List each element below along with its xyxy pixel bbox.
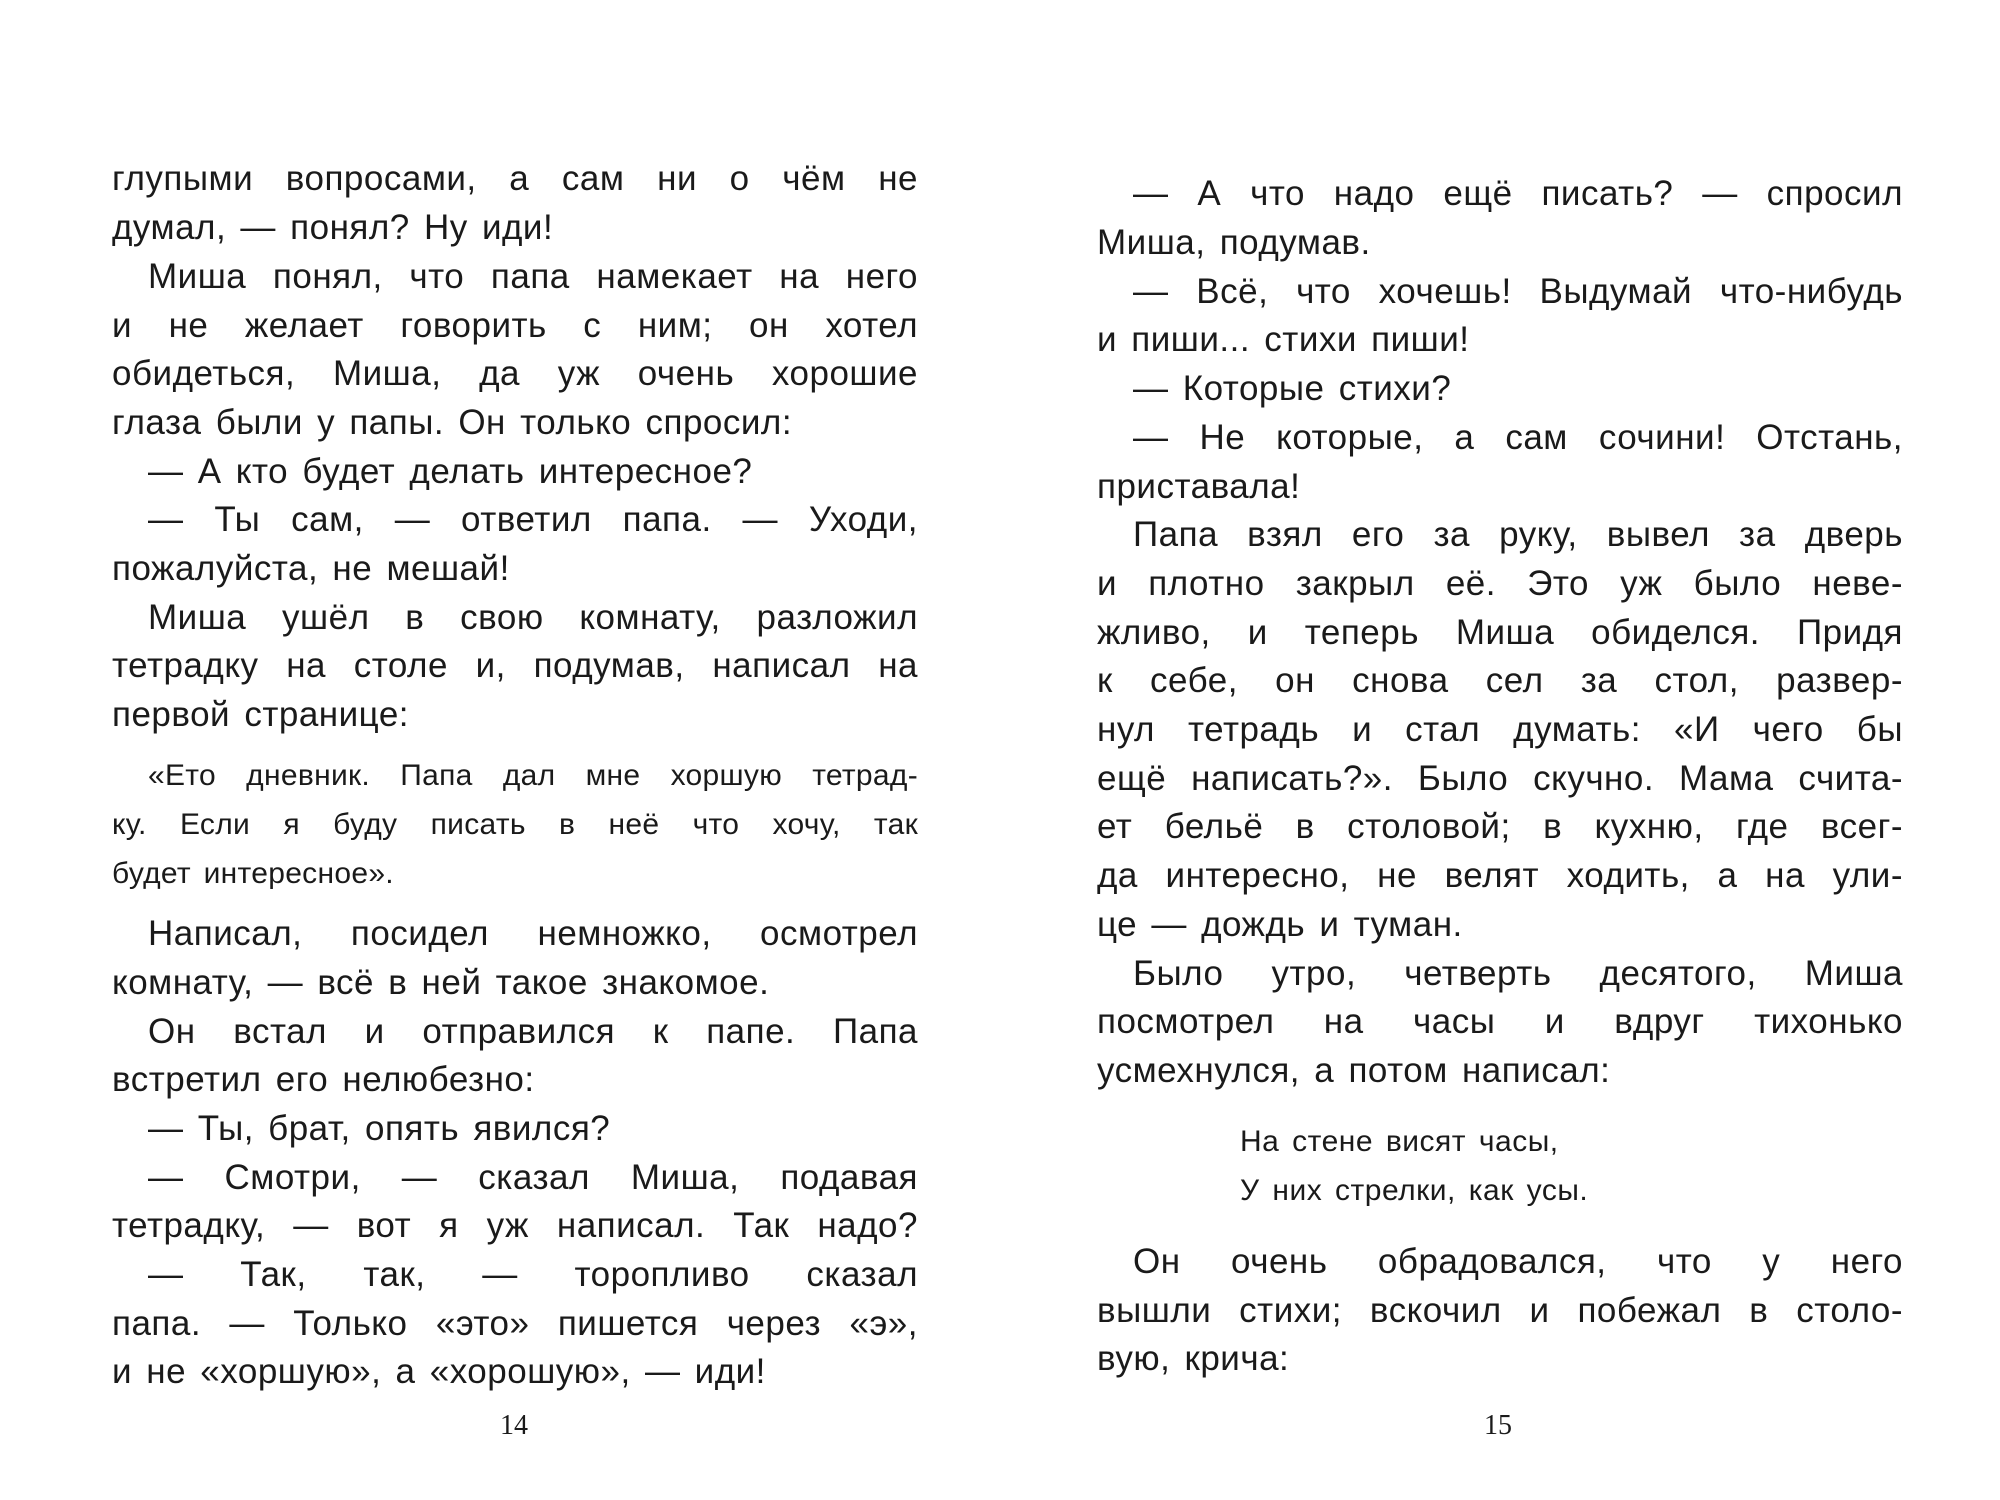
diary-entry-line: ку. Если я буду писать в неё что хочу, так [112,808,918,841]
text-line: папа. — Только «это» пишется через «э», [112,1304,918,1343]
text-line: тетрадку на столе и, подумав, написал на [112,646,918,685]
text-line: первой странице: [112,695,410,734]
page-number-left: 14 [500,1410,528,1441]
text-line: Миша, подумав. [1097,223,1371,262]
text-line: комнату, — всё в ней такое знакомое. [112,963,770,1002]
text-line: глаза были у папы. Он только спросил: [112,403,793,442]
text-line: — А что надо ещё писать? — спросил [1133,174,1903,213]
text-line: Папа взял его за руку, вывел за дверь [1133,515,1903,554]
poem-line: У них стрелки, как усы. [1240,1174,1589,1207]
text-line: Миша ушёл в свою комнату, разложил [148,598,918,637]
page-number-right: 15 [1484,1410,1512,1441]
text-line: Он встал и отправился к папе. Папа [148,1012,918,1051]
text-line: тетрадку, — вот я уж написал. Так надо? [112,1206,918,1245]
diary-entry-line: будет интересное». [112,857,394,890]
text-line: — Которые стихи? [1133,369,1452,408]
left-page [112,0,918,1500]
text-line: думал, — понял? Ну иди! [112,208,554,247]
text-line: и не «хоршую», а «хорошую», — иди! [112,1352,766,1391]
text-line: обидеться, Миша, да уж очень хорошие [112,354,918,393]
text-line: Было утро, четверть десятого, Миша [1133,954,1903,993]
text-line: — Смотри, — сказал Миша, подавая [148,1158,918,1197]
text-line: ещё написать?». Было скучно. Мама счита- [1097,759,1903,798]
text-line: и плотно закрыл её. Это уж было неве- [1097,564,1903,603]
right-page [1097,0,1903,1500]
text-line: вышли стихи; вскочил и побежал в столо- [1097,1291,1903,1330]
text-line: Он очень обрадовался, что у него [1133,1242,1903,1281]
text-line: да интересно, не велят ходить, а на ули- [1097,856,1903,895]
text-line: нул тетрадь и стал думать: «И чего бы [1097,710,1903,749]
text-line: ет бельё в столовой; в кухню, где всег- [1097,807,1903,846]
text-line: глупыми вопросами, а сам ни о чём не [112,159,918,198]
text-line: Написал, посидел немножко, осмотрел [148,914,918,953]
text-line: це — дождь и туман. [1097,905,1463,944]
text-line: — Так, так, — торопливо сказал [148,1255,918,1294]
text-line: Миша понял, что папа намекает на него [148,257,918,296]
text-line: — Ты сам, — ответил папа. — Уходи, [148,500,918,539]
diary-entry-line: «Ето дневник. Папа дал мне хоршую тетрад- [148,759,918,792]
text-line: — Всё, что хочешь! Выдумай что-нибудь [1133,272,1903,311]
text-line: встретил его нелюбезно: [112,1060,535,1099]
text-line: — А кто будет делать интересное? [148,452,753,491]
text-line: к себе, он снова сел за стол, развер- [1097,661,1903,700]
text-line: вую, крича: [1097,1339,1290,1378]
poem-line: На стене висят часы, [1240,1125,1559,1158]
text-line: — Не которые, а сам сочини! Отстань, [1133,418,1903,457]
text-line: и не желает говорить с ним; он хотел [112,306,918,345]
text-line: приставала! [1097,467,1301,506]
text-line: и пиши... стихи пиши! [1097,320,1470,359]
text-line: — Ты, брат, опять явился? [148,1109,611,1148]
text-line: посмотрел на часы и вдруг тихонько [1097,1002,1903,1041]
text-line: пожалуйста, не мешай! [112,549,510,588]
text-line: усмехнулся, а потом написал: [1097,1051,1611,1090]
text-line: жливо, и теперь Миша обиделся. Придя [1097,613,1903,652]
